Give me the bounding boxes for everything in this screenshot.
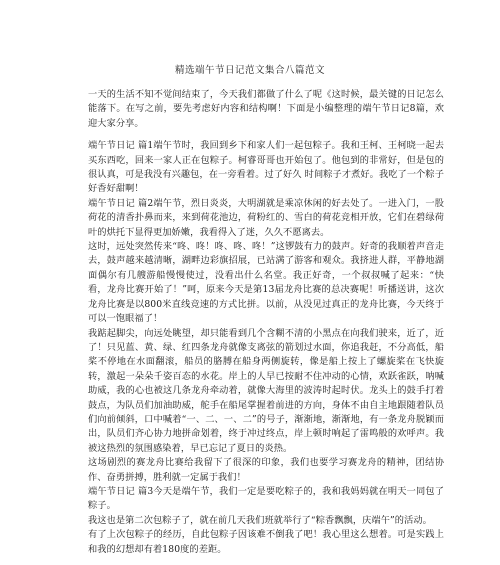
diary-paragraph: 有了上次包粽子的经历，自此包粽子因该难不倒我了吧！我心里这么想着。可是实践上和我的幻想却有着180度的差距。 [88,529,444,555]
diary-paragraph: 这时，远处突然传来“咚、咚！咚、咚、咚！”这锣鼓有力的鼓声。好奇的我顺着声音走去，鼓声越来越清晰，湖畔边彩旗招展，已站满了游客和观众。我挤进人群，平静地湖面偶尔有几艘游船慢慢使过，没看出什么名堂。我正好奇，一个叔叔喊了起来：“快看，龙舟比赛开始了！”呵，原来今天是第13届龙舟比赛的总决赛呢！听播送讲，这次龙舟比赛是以800米直线竞速的方式比拼。以前，从没见过真正的龙舟比赛，今天终于可以一饱眼福了！ [88,241,444,325]
diary-paragraph: 端午节日记 篇1端午节时，我回到乡下和家人们一起包粽子。我和王柯、王柯晓一起去买东西吃，回来一家人正在包粽子。柯睿哥哥也开始包了。他包到的非常好，但是包的很认真，可是我没有兴趣包，在一旁看着。过了好久 时间粽子才煮好。我吃了一个粽子好香好甜啊！ [88,140,444,195]
diary-paragraph: 这场剧烈的赛龙舟比赛给我留下了很深的印象，我们也要学习赛龙舟的精神，团结协作、奋勇拼搏，胜利就一定属于我们！ [88,457,444,483]
diary-paragraph: 端午节日记 篇2端午节，烈日炎炎，大明湖就是乘凉休闲的好去处了。一进入门，一股荷花的清香扑鼻而来，来到荷花池边，荷粉红的、雪白的荷花竞相开放，它们在碧绿荷叶的烘托下显得更加娇嫩，我看得入了迷，久久不愿离去。 [88,197,444,238]
diary-paragraph: 端午节日记 篇3今天是端午节，我们一定是要吃粽子的，我和我妈妈就在明天一同包了粽子。 [88,485,444,512]
diary-paragraph: 我踮起脚尖，向远处眺望，却只能看到几个含糊不清的小黑点在向我们驶来，近了，近了！只见蓝、黄、绿、红四条龙舟就像支离弦的箭划过水面，你追我赶，不分高低，船桨不停地在水面翻滚，船员的胳膊在船身两侧旋转，像是船上按上了螺旋桨在飞快旋转，激起一朵朵千姿百态的水花。岸上的人早已按耐不住冲动的心情，欢跃雀跃，呐喊助威，我的心也被这几条龙舟牵动着，就像大海里的波涛时起时伏。龙头上的鼓手打着鼓点，为队员们加油助威，舵手在船尾掌握着前进的方向，身体不由自主地跟随着队员们向前倾斜，口中喊着“一、二、一、二”的号子，渐渐地，渐渐地，有一条龙舟脱颖而出，队员们齐心协力地拼命划着，终于冲过终点，岸上顿时响起了雷鸣般的欢呼声。我被这热烈的氛围感染着，早已忘记了夏日的炎热。 [88,327,444,454]
document-title: 精选端午节日记范文集合八篇范文 [174,65,325,76]
diary-paragraph: 我这也是第二次包粽子了，就在前几天我们班就举行了“粽香飘飘，庆端午”的活动。 [88,514,432,526]
intro-paragraph: 一天的生活不知不觉间结束了，今天我们都做了什么了呢《这时候，最关键的日记怎么能落下。在写之前，要先考虑好内容和结构啊！下面是小编整理的端午节日记8篇，欢迎大家分享。 [88,89,444,129]
